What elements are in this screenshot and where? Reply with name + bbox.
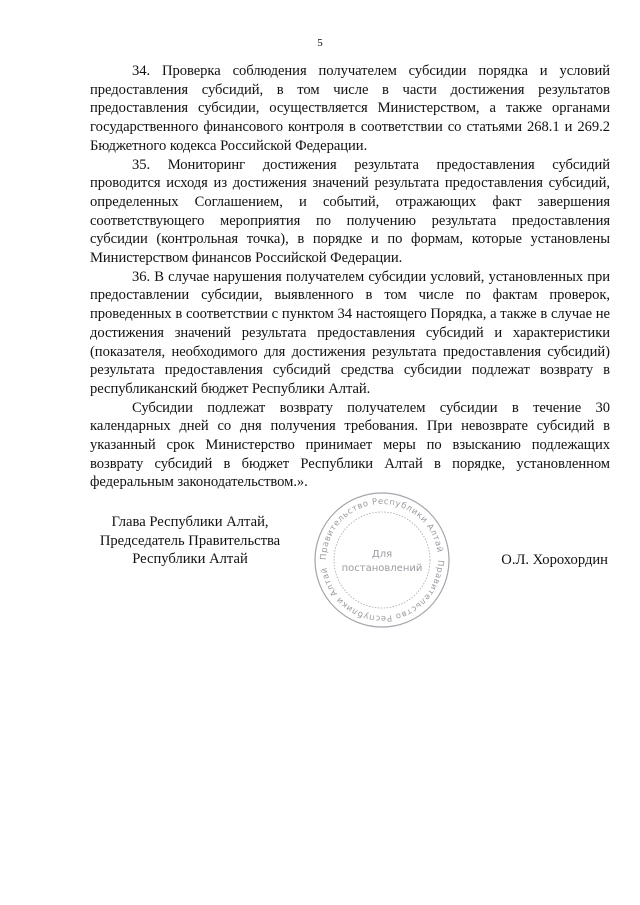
signatory-title-line: Республики Алтай (132, 551, 248, 568)
paragraph-refund: Субсидии подлежат возврату получателем субсидии в течение 30 календарных дней со дня получения требования. При невозврате субсидий в указанный срок Министерство принимает меры по взысканию подлежащих возврату субсидий в бюджет Республики Алтай в порядке, установленном федеральным законодательством.». (90, 399, 610, 491)
page-number: 5 (317, 37, 323, 49)
stamp-inner-ring (334, 512, 430, 608)
paragraph-34: 34. Проверка соблюдения получателем субсидии порядка и условий предоставления субсидий, в том числе в части достижения результатов предоставления субсидии, осуществляется Министерством, а также органами государственного финансового контроля в соответствии со статьями 268.1 и 269.2 Бюджетного кодекса Российской Федерации. (90, 63, 610, 154)
stamp-ring-path-repeat: Правительство Республики Алтай (318, 559, 447, 625)
stamp-outer-ring (315, 493, 449, 627)
stamp-center-line1: Для (371, 549, 393, 560)
signatory-name: О.Л. Хорохордин (501, 552, 608, 568)
stamp-center-line2: постановлений (341, 563, 423, 574)
signatory-title (90, 513, 290, 569)
official-stamp (312, 490, 452, 630)
signatory-title-line: Председатель Правительства (99, 532, 281, 549)
stamp-ring-path: Правительство Республики Алтай (317, 495, 446, 561)
signatory-title-line: Глава Республики Алтай, (111, 514, 269, 530)
document-body (90, 62, 610, 492)
paragraph-35: 35. Мониторинг достижения результата предоставления субсидий проводится исходя из достижения значений результата предоставления субсидий, определенных Соглашением, и событий, отражающих факт завершения соответствующего мероприятия по получению результата предоставления субсидии (контрольная точка), в порядке и по формам, которые установлены Министерством финансов Российской Федерации. (90, 156, 610, 267)
paragraph-36: 36. В случае нарушения получателем субсидии условий, установленных при предоставлении субсидии, выявленного в том числе по фактам проверок, проведенных в соответствии с пунктом 34 настоящего Порядка, а также в случае не достижения значений результата предоставления субсидий и характеристики (показателя, необходимого для достижения результата предоставления субсидий) результата предоставления субсидий средства субсидии подлежат возврату в республиканский бюджет Республики Алтай. (90, 268, 610, 397)
